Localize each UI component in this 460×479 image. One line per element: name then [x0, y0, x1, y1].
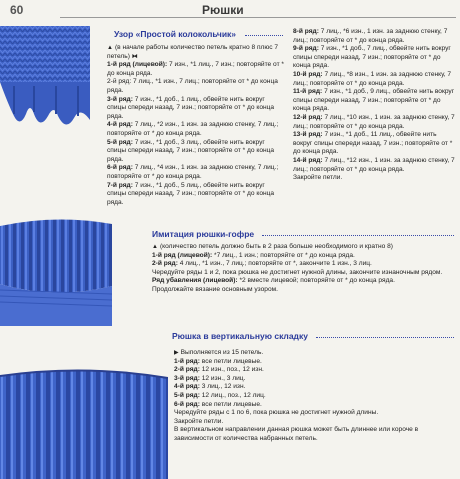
section2-divider [262, 235, 454, 236]
triangle-right-icon: ▶ [174, 350, 179, 356]
section1-divider [245, 35, 283, 36]
page-title: Рюшки [202, 3, 244, 17]
instruction-row: 1-й ряд: все петли лицевые. [174, 357, 262, 365]
section2-intro: ▲ (количество петель должно быть в 2 раза больше необходимого и кратно 8) [152, 243, 393, 250]
instruction-row: 5-й ряд: 7 изн., *1 доб., 3 лиц., обвейте нить вокруг спицы спереди назад, 7 изн.; повторяйте от * до конца ряда. [107, 138, 275, 163]
header-divider [60, 17, 456, 18]
instruction-row: 2-й ряд: 7 лиц., *1 изн., 7 лиц.; повторяйте от * до конца ряда. [107, 78, 278, 94]
instruction-row: 11-й ряд: 7 изн., *1 доб., 9 лиц., обвейте нить вокруг спицы спереди назад, 7 изн.; повторяйте от * до конца ряда. [293, 88, 455, 113]
triangle-up-icon: ▲ [107, 45, 113, 51]
instruction-row: 12-й ряд: 7 лиц., *10 изн., 1 изн. за заднюю стенку, 7 лиц.; повторяйте от * до конца ряда. [293, 113, 455, 130]
instruction-row: 4-й ряд: 3 лиц., 12 изн. [174, 383, 246, 391]
instruction-row: 10-й ряд: 7 лиц., *8 изн., 1 изн. за заднюю стенку, 7 лиц.; повторяйте от * до конца ряда. [293, 70, 452, 87]
gofre-ruffle-swatch-image [0, 214, 112, 326]
bowtie-icon: ⧓ [131, 53, 138, 60]
instruction-row: 1-й ряд (лицевой): 7 изн., *1 лиц., 7 изн.; повторяйте от * до конца ряда. [107, 61, 284, 77]
instruction-row: 1-й ряд (лицевой): *7 лиц., 1 изн.; повторяйте от * до конца ряда. [152, 251, 355, 259]
instruction-row: Закройте петли. [174, 417, 224, 425]
page-number: 60 [10, 3, 24, 17]
vertical-fold-ruffle-swatch-image [0, 362, 168, 479]
instruction-row: 6-й ряд: все петли лицевые. [174, 400, 262, 408]
instruction-row: 14-й ряд: 7 лиц., *12 изн., 1 изн. за заднюю стенку, 7 лиц.; повторяйте от * до конца ряда. [293, 156, 455, 173]
instruction-row: Чередуйте ряды с 1 по 6, пока рюшка не достигнет нужной длины. [174, 409, 379, 417]
instruction-row: Закройте петли. [293, 174, 343, 182]
page-header [0, 0, 460, 22]
instruction-row: 13-й ряд: 7 изн., *1 доб., 11 лиц., обвейте нить вокруг спицы спереди назад, 7 изн.; повторяйте от * до конца ряда. [293, 131, 453, 156]
instruction-row: В вертикальном направлении данная рюшка может быть длиннее или короче в зависимости от количества набранных петель. [174, 426, 419, 442]
section3-divider [316, 337, 454, 338]
instruction-row: 3-й ряд: 7 изн., *1 доб., 1 лиц., обвейте нить вокруг спицы спереди назад, 7 изн.; повторяйте от * до конца ряда. [107, 95, 275, 120]
section3-title: Рюшка в вертикальную складку [172, 331, 308, 341]
instruction-row: 8-й ряд: 7 лиц., *6 изн., 1 изн. за заднюю стенку, 7 лиц.; повторяйте от * до конца ряда. [293, 28, 448, 44]
instruction-row: 2-й ряд: 12 изн., поз., 12 изн. [174, 366, 264, 374]
instruction-row: Ряд убавления (лицевой): *2 вместе лицевой; повторяйте от * до конца ряда. [152, 277, 395, 285]
section1-title: Узор «Простой колокольчик» [114, 29, 237, 39]
instruction-row: 2-й ряд: 4 лиц., *1 изн., 7 лиц.; повторяйте от *, закончите 1 изн., 3 лиц. [152, 260, 372, 268]
instruction-row: 5-й ряд: 12 лиц., поз., 12 лиц. [174, 391, 266, 399]
section2-title: Имитация рюшки-гофре [152, 229, 255, 239]
instruction-row: 7-й ряд: 7 изн., *1 доб., 5 лиц., обвейте нить вокруг спицы спереди назад, 7 изн.; повторяйте от * до конца ряда. [107, 181, 275, 206]
instruction-row: Продолжайте вязание основным узором. [152, 285, 278, 293]
section2-body [152, 243, 456, 295]
section1-left-column [107, 44, 285, 207]
section3-intro: ▶ Выполняется из 15 петель. [174, 349, 264, 356]
instruction-row: 3-й ряд: 12 изн., 3 лиц. [174, 374, 246, 382]
instruction-row: 4-й ряд: 7 лиц., *2 изн., 1 изн. за заднюю стенку, 7 лиц.; повторяйте от * до конца ряда. [107, 121, 279, 137]
section1-intro: ▲ (в начале работы количество петель кратно 8 плюс 7 петель) ⧓ [107, 44, 279, 60]
triangle-up-icon: ▲ [152, 244, 158, 250]
section3-body [174, 349, 456, 444]
instruction-row: 9-й ряд: 7 изн., *1 доб., 7 лиц., обвейте нить вокруг спицы спереди назад, 7 изн.; повторяйте от * до конца ряда. [293, 45, 451, 70]
instruction-row: Чередуйте ряды 1 и 2, пока рюшка не достигнет нужной длины, закончите изнаночным рядом. [152, 268, 443, 276]
section1-right-column [293, 28, 456, 183]
bell-ruffle-swatch-image [0, 26, 90, 146]
instruction-row: 6-й ряд: 7 лиц., *4 изн., 1 изн. за заднюю стенку, 7 лиц.; повторяйте от * до конца ряда. [107, 164, 279, 180]
